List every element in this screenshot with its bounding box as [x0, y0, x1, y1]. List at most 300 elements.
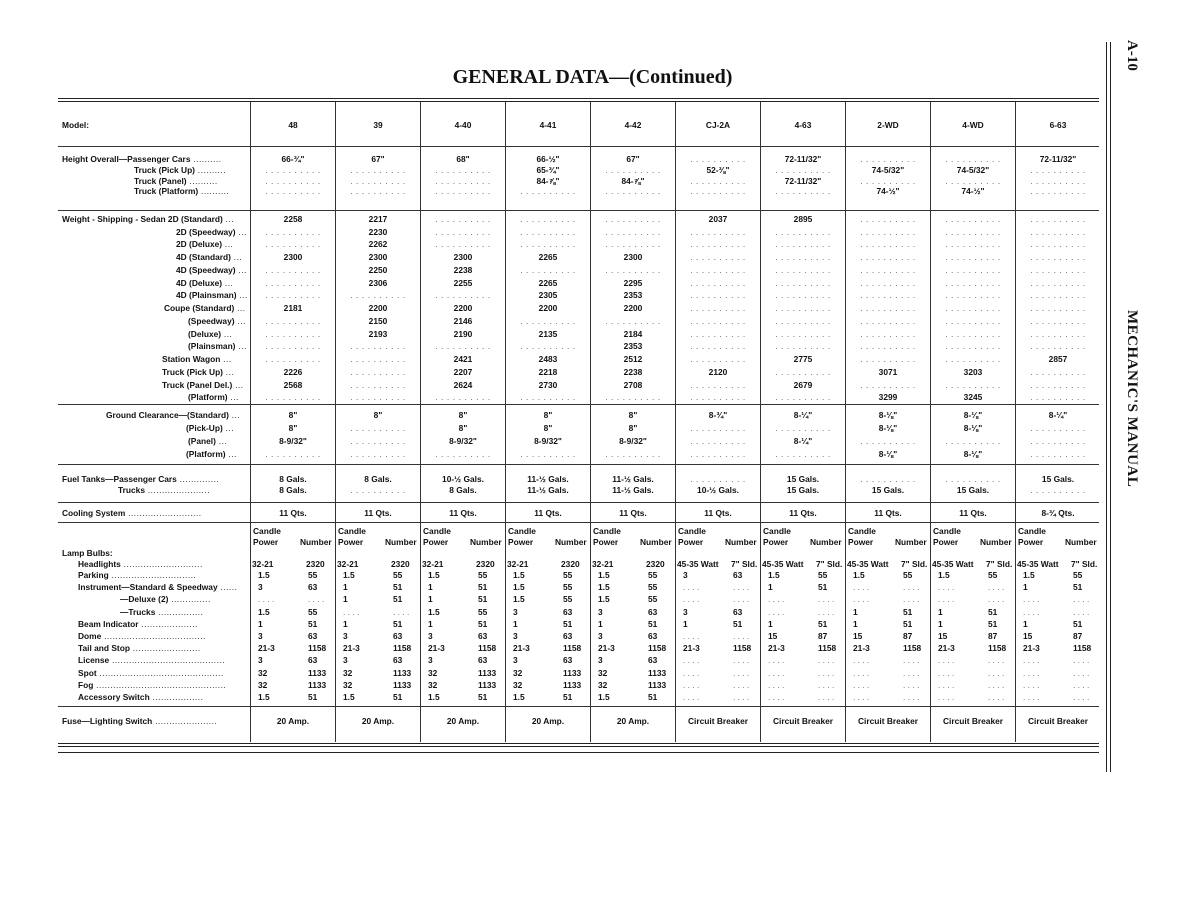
- lamp-number: 55: [648, 582, 658, 593]
- data-cell: 2135: [538, 328, 558, 339]
- row-label-text: Headlights: [78, 559, 121, 569]
- lamp-power: 1.5: [853, 570, 865, 580]
- data-cell: 2262: [368, 239, 388, 250]
- lamp-number: 1158: [1073, 643, 1092, 654]
- row-label: [78, 631, 206, 642]
- lamp-power: 1: [513, 618, 518, 629]
- power-header: Power: [338, 537, 364, 547]
- lamp-number: 63: [393, 631, 403, 642]
- data-cell: Circuit Breaker: [772, 716, 834, 726]
- empty-cell: . . . . . . . . . .: [775, 303, 831, 314]
- lamp-number: 55: [478, 606, 488, 617]
- data-cell: 8-⅛": [963, 448, 983, 459]
- data-cell: 8-¾ Qts.: [1041, 508, 1075, 518]
- number-header: Number: [895, 537, 927, 547]
- row-label-text: Beam Indicator: [78, 618, 139, 629]
- candle-header: Candle: [508, 526, 536, 536]
- lamp-number: 55: [818, 570, 828, 580]
- margin-rule: [1106, 42, 1111, 772]
- lamp-power: 1.5: [513, 594, 525, 605]
- lamp-number: 7" Sld.: [816, 559, 843, 569]
- data-cell: 8": [373, 410, 383, 420]
- empty-cell: . . . . . . . . . .: [775, 252, 831, 263]
- empty-lamp: . . . .: [853, 582, 870, 593]
- leader-dots: ..........: [198, 186, 230, 197]
- lamp-power: 45-35 Watt: [677, 559, 719, 569]
- leader-dots: ...: [222, 366, 235, 377]
- data-cell: 67": [626, 154, 640, 164]
- empty-cell: . . . . . . . . . .: [1030, 303, 1086, 314]
- number-header: Number: [640, 537, 672, 547]
- data-cell: 2512: [623, 354, 643, 365]
- data-cell: 8-⅛": [878, 448, 898, 459]
- empty-lamp: . . . .: [733, 667, 750, 678]
- lamp-power: 1: [258, 618, 263, 629]
- data-cell: 8": [288, 410, 298, 420]
- data-cell: 11-½ Gals.: [612, 485, 654, 495]
- empty-lamp: . . . .: [1023, 667, 1040, 678]
- empty-cell: . . . . . . . . . .: [520, 239, 576, 250]
- empty-cell: . . . . . . . . . .: [435, 226, 491, 237]
- lamp-number: 63: [308, 582, 318, 593]
- lamp-power: 32: [343, 667, 353, 678]
- row-label: [186, 423, 234, 434]
- lamp-number: 7" Sld.: [731, 559, 758, 569]
- empty-lamp: . . . .: [818, 692, 835, 703]
- lamp-number: 87: [988, 631, 998, 642]
- leader-dots: ...: [225, 448, 237, 459]
- data-cell: 8-¼": [793, 435, 813, 446]
- lamp-power: 15: [938, 631, 948, 642]
- empty-cell: . . . . . . . . . .: [690, 175, 746, 186]
- lamp-number: 51: [478, 692, 488, 703]
- empty-cell: . . . . . . . . . .: [1030, 366, 1086, 377]
- row-label-text: Instrument—Standard & Speedway: [78, 582, 218, 593]
- section-divider: [58, 522, 1099, 523]
- empty-cell: . . . . . . . . . .: [860, 303, 916, 314]
- lamp-number: 1133: [393, 679, 412, 690]
- empty-lamp: . . . .: [903, 679, 920, 690]
- empty-lamp: . . . .: [853, 679, 870, 690]
- leader-dots: ...: [230, 252, 243, 263]
- empty-lamp: . . . .: [903, 594, 920, 605]
- empty-cell: . . . . . . . . . .: [775, 366, 831, 377]
- power-header: Power: [1018, 537, 1044, 547]
- data-cell: 2295: [623, 277, 643, 288]
- empty-cell: . . . . . . . . . .: [945, 328, 1001, 339]
- page-number: A-10: [1124, 40, 1140, 71]
- lamp-power: 32: [513, 679, 523, 690]
- lamp-number: 63: [648, 655, 658, 666]
- empty-cell: . . . . . . . . . .: [690, 186, 746, 197]
- data-cell: 8 Gals.: [279, 485, 307, 495]
- lamp-number: 55: [478, 570, 488, 580]
- row-label: [176, 227, 247, 238]
- leader-dots: ...: [222, 422, 235, 433]
- data-cell: Circuit Breaker: [942, 716, 1004, 726]
- data-cell: 2120: [708, 366, 728, 377]
- lamp-power: 3: [513, 631, 518, 642]
- data-cell: 2624: [453, 379, 473, 390]
- number-header: Number: [470, 537, 502, 547]
- empty-cell: . . . . . . . . . .: [945, 252, 1001, 263]
- empty-cell: . . . . . . . . . .: [265, 186, 321, 197]
- lamp-power: 15: [853, 631, 863, 642]
- lamp-number: 51: [818, 618, 828, 629]
- data-cell: 8": [543, 410, 553, 420]
- empty-lamp: . . . .: [818, 594, 835, 605]
- lamp-power: 3: [258, 631, 263, 642]
- row-label: [62, 716, 217, 727]
- leader-dots: ..............................................: [93, 679, 227, 690]
- candle-header: Candle: [933, 526, 961, 536]
- empty-cell: . . . . . . . . . .: [860, 264, 916, 275]
- lamp-number: 51: [478, 618, 488, 629]
- lamp-power: 3: [343, 655, 348, 666]
- data-cell: 2483: [538, 354, 558, 365]
- lamp-power: 45-35 Watt: [762, 559, 804, 569]
- data-cell: 3299: [878, 392, 898, 403]
- power-header: Power: [423, 537, 449, 547]
- row-label: [162, 367, 234, 378]
- leader-dots: ..............: [168, 594, 211, 605]
- leader-dots: ...: [235, 226, 247, 237]
- row-label: [78, 643, 201, 654]
- lamp-power: 1: [853, 618, 858, 629]
- section-divider: [58, 210, 1099, 211]
- data-cell: 2265: [538, 252, 558, 263]
- row-label-text: Fuel Tanks—Passenger Cars: [62, 474, 177, 484]
- lamp-power: 45-35 Watt: [847, 559, 889, 569]
- lamp-power: 3: [428, 631, 433, 642]
- empty-cell: . . . . . . . . . .: [350, 422, 406, 433]
- row-label-text: Coupe (Standard): [164, 303, 235, 314]
- data-cell: 2353: [623, 341, 643, 352]
- lamp-number: 1133: [648, 679, 667, 690]
- empty-cell: . . . . . . . . . .: [775, 392, 831, 403]
- data-cell: 3245: [963, 392, 983, 403]
- empty-cell: . . . . . . . . . .: [605, 186, 661, 197]
- data-cell: 2207: [453, 366, 473, 377]
- empty-cell: . . . . . . . . . .: [520, 226, 576, 237]
- data-cell: 2265: [538, 277, 558, 288]
- lamp-number: 63: [563, 631, 573, 642]
- data-cell: 68": [456, 154, 470, 164]
- data-cell: 8-9/32": [619, 435, 647, 446]
- lamp-number: 55: [308, 606, 318, 617]
- row-label: [78, 619, 198, 630]
- empty-cell: . . . . . . . . . .: [860, 379, 916, 390]
- general-data-table: [58, 102, 1099, 742]
- data-cell: 20 Amp.: [276, 716, 310, 726]
- data-cell: 11-½ Gals.: [527, 485, 569, 495]
- data-cell: 2300: [623, 252, 643, 263]
- data-cell: 8-⅛": [963, 410, 983, 420]
- row-label: [118, 485, 210, 496]
- lamp-power: 21-3: [343, 643, 360, 654]
- data-cell: 15 Gals.: [786, 474, 820, 484]
- data-cell: 8-¾": [708, 410, 728, 420]
- empty-cell: . . . . . . . . . .: [775, 448, 831, 459]
- lamp-power: 1: [428, 594, 433, 605]
- empty-cell: . . . . . . . . . .: [775, 239, 831, 250]
- lamp-power: 1: [768, 618, 773, 629]
- data-cell: 8-9/32": [279, 435, 307, 446]
- lamp-number: 2320: [561, 559, 580, 569]
- empty-cell: . . . . . . . . . .: [860, 341, 916, 352]
- lamp-power: 1.5: [513, 570, 525, 580]
- empty-cell: . . . . . . . . . .: [1030, 315, 1086, 326]
- empty-cell: . . . . . . . . . .: [690, 303, 746, 314]
- empty-lamp: . . . .: [853, 655, 870, 666]
- lamp-number: 51: [903, 606, 913, 617]
- empty-cell: . . . . . . . . . .: [605, 164, 661, 175]
- data-cell: 2226: [283, 366, 303, 377]
- lamp-power: 21-3: [1023, 643, 1040, 654]
- lamp-power: 1: [768, 582, 773, 593]
- data-cell: 20 Amp.: [446, 716, 480, 726]
- row-label: [176, 265, 247, 276]
- empty-cell: . . . . . . . . . .: [265, 175, 321, 186]
- empty-cell: . . . . . . . . . .: [945, 379, 1001, 390]
- data-cell: 2895: [793, 214, 813, 224]
- empty-lamp: . . . .: [768, 655, 785, 666]
- model-header: 4-41: [539, 120, 557, 130]
- lamp-power: 32-21: [337, 559, 359, 569]
- data-cell: 2200: [538, 303, 558, 314]
- empty-cell: . . . . . . . . . .: [1030, 392, 1086, 403]
- lamp-power: 1.5: [428, 606, 440, 617]
- empty-cell: . . . . . . . . . .: [945, 435, 1001, 446]
- data-cell: 2037: [708, 214, 728, 224]
- lamp-power: 3: [343, 631, 348, 642]
- empty-cell: . . . . . . . . . .: [520, 315, 576, 326]
- empty-cell: . . . . . . . . . .: [690, 252, 746, 263]
- empty-cell: . . . . . . . . . .: [860, 226, 916, 237]
- model-header: 4-63: [794, 120, 812, 130]
- empty-cell: . . . . . . . . . .: [265, 277, 321, 288]
- leader-dots: ...: [235, 341, 247, 352]
- leader-dots: ...: [236, 290, 248, 301]
- lamp-power: 21-3: [258, 643, 275, 654]
- lamp-number: 51: [393, 582, 403, 593]
- lamp-number: 1158: [988, 643, 1007, 654]
- candle-header: Candle: [253, 526, 281, 536]
- data-cell: 2679: [793, 379, 813, 390]
- empty-cell: . . . . . . . . . .: [435, 239, 491, 250]
- leader-dots: ......................: [152, 716, 218, 726]
- data-cell: 84-⅞": [621, 175, 645, 186]
- lamp-number: 55: [903, 570, 913, 580]
- row-label-text: Truck (Pick Up): [162, 366, 223, 377]
- lamp-number: 51: [818, 582, 828, 593]
- empty-cell: . . . . . . . . . .: [945, 214, 1001, 224]
- row-label: [176, 252, 242, 263]
- lamp-number: 51: [1073, 582, 1083, 593]
- data-cell: 15 Gals.: [786, 485, 820, 495]
- data-cell: 2353: [623, 290, 643, 301]
- data-cell: 67": [371, 154, 385, 164]
- manual-name: MECHANIC'S MANUAL: [1124, 310, 1140, 488]
- lamp-number: 63: [733, 570, 743, 580]
- row-label: [62, 154, 222, 165]
- number-header: Number: [725, 537, 757, 547]
- section-divider: [58, 464, 1099, 465]
- row-label: [78, 582, 237, 593]
- row-label-text: License: [78, 655, 110, 666]
- data-cell: 20 Amp.: [616, 716, 650, 726]
- lamp-number: 1158: [818, 643, 837, 654]
- row-label: [164, 303, 246, 314]
- empty-lamp: . . . .: [988, 594, 1005, 605]
- leader-dots: ...: [234, 315, 246, 326]
- row-label-text: 2D (Deluxe): [176, 239, 223, 250]
- lamp-number: 55: [393, 570, 403, 580]
- leader-dots: ...: [222, 239, 234, 250]
- row-label: [120, 607, 203, 618]
- empty-lamp: . . . .: [1023, 606, 1040, 617]
- lamp-power: 32: [598, 679, 608, 690]
- row-label: [188, 316, 246, 327]
- row-label: [176, 278, 233, 289]
- lamp-power: 1.5: [1023, 570, 1035, 580]
- row-label-text: —Deluxe (2): [120, 594, 169, 605]
- empty-lamp: . . . .: [733, 631, 750, 642]
- data-cell: 2568: [283, 379, 303, 390]
- row-label-text: 4D (Plainsman): [176, 290, 237, 301]
- lamp-power: 1.5: [598, 570, 610, 580]
- row-label-text: (Panel): [188, 435, 216, 446]
- empty-cell: . . . . . . . . . .: [775, 328, 831, 339]
- empty-cell: . . . . . . . . . .: [350, 164, 406, 175]
- lamp-power: 3: [598, 606, 603, 617]
- data-cell: 2200: [453, 303, 473, 314]
- row-label-text: Lamp Bulbs:: [62, 548, 113, 558]
- data-cell: Circuit Breaker: [1027, 716, 1089, 726]
- empty-cell: . . . . . . . . . .: [1030, 422, 1086, 433]
- data-cell: 15 Gals.: [956, 485, 990, 495]
- data-cell: 2258: [283, 214, 303, 224]
- leader-dots: ................: [155, 606, 204, 617]
- empty-lamp: . . . .: [768, 606, 785, 617]
- lamp-number: 63: [648, 631, 658, 642]
- lamp-power: 1.5: [258, 570, 270, 580]
- lamp-number: 55: [1073, 570, 1083, 580]
- lamp-number: 55: [563, 594, 573, 605]
- empty-cell: . . . . . . . . . .: [435, 175, 491, 186]
- lamp-number: 63: [308, 631, 318, 642]
- lamp-number: 1158: [563, 643, 582, 654]
- row-label-text: Fog: [78, 679, 94, 690]
- lamp-number: 1158: [903, 643, 922, 654]
- data-cell: 65-¾": [536, 164, 560, 175]
- data-cell: 8-⅛": [963, 422, 983, 433]
- bottom-rule: [58, 743, 1099, 747]
- empty-lamp: . . . .: [683, 631, 700, 642]
- data-cell: 72-11/32": [784, 154, 822, 164]
- data-cell: 15 Gals.: [871, 485, 905, 495]
- lamp-power: 1: [853, 606, 858, 617]
- lamp-number: 51: [393, 594, 403, 605]
- leader-dots: ...: [221, 328, 233, 339]
- data-cell: 8": [543, 422, 553, 433]
- data-cell: 11-½ Gals.: [612, 474, 654, 484]
- model-header: 48: [288, 120, 298, 130]
- empty-cell: . . . . . . . . . .: [605, 264, 661, 275]
- empty-lamp: . . . .: [1073, 594, 1090, 605]
- empty-cell: . . . . . . . . . .: [775, 186, 831, 197]
- lamp-power: 3: [428, 655, 433, 666]
- data-cell: 2184: [623, 328, 643, 339]
- leader-dots: ..........: [194, 164, 227, 175]
- empty-cell: . . . . . . . . . .: [265, 354, 321, 365]
- leader-dots: ...: [222, 277, 234, 288]
- model-header: 39: [373, 120, 383, 130]
- empty-lamp: . . . .: [308, 594, 325, 605]
- data-cell: 2300: [453, 252, 473, 263]
- candle-header: Candle: [763, 526, 791, 536]
- lamp-number: 63: [733, 606, 743, 617]
- lamp-power: 21-3: [768, 643, 785, 654]
- empty-lamp: . . . .: [393, 606, 410, 617]
- empty-lamp: . . . .: [938, 679, 955, 690]
- empty-cell: . . . . . . . . . .: [605, 315, 661, 326]
- empty-cell: . . . . . . . . . .: [775, 226, 831, 237]
- data-cell: 10-½ Gals.: [442, 474, 484, 484]
- power-header: Power: [508, 537, 534, 547]
- empty-cell: . . . . . . . . . .: [945, 354, 1001, 365]
- lamp-power: 3: [513, 655, 518, 666]
- empty-cell: . . . . . . . . . .: [350, 175, 406, 186]
- data-cell: 2250: [368, 264, 388, 275]
- leader-dots: ...: [235, 264, 247, 275]
- empty-lamp: . . . .: [1073, 606, 1090, 617]
- row-label-text: (Speedway): [188, 315, 235, 326]
- empty-lamp: . . . .: [938, 594, 955, 605]
- data-cell: 2730: [538, 379, 558, 390]
- empty-cell: . . . . . . . . . .: [775, 164, 831, 175]
- empty-cell: . . . . . . . . . .: [1030, 277, 1086, 288]
- row-label-text: Accessory Switch: [78, 692, 150, 703]
- row-label-text: Trucks: [118, 485, 146, 495]
- row-label-text: (Deluxe): [188, 328, 222, 339]
- data-cell: 8-9/32": [534, 435, 562, 446]
- candle-header: Candle: [593, 526, 621, 536]
- row-label: [78, 559, 203, 570]
- empty-cell: . . . . . . . . . .: [350, 290, 406, 301]
- empty-lamp: . . . .: [1023, 679, 1040, 690]
- page-title: GENERAL DATA—(Continued): [452, 66, 733, 88]
- empty-lamp: . . . .: [938, 655, 955, 666]
- lamp-number: 87: [818, 631, 828, 642]
- empty-cell: . . . . . . . . . .: [860, 354, 916, 365]
- data-cell: 2190: [453, 328, 473, 339]
- empty-cell: . . . . . . . . . .: [265, 264, 321, 275]
- row-label-text: 4D (Standard): [176, 252, 231, 263]
- empty-cell: . . . . . . . . . .: [350, 448, 406, 459]
- empty-cell: . . . . . . . . . .: [690, 226, 746, 237]
- leader-dots: ..................: [149, 692, 204, 703]
- lamp-number: 2320: [646, 559, 665, 569]
- lamp-number: 63: [648, 606, 658, 617]
- data-cell: 52-⅜": [706, 164, 730, 175]
- lamp-number: 2320: [476, 559, 495, 569]
- empty-cell: . . . . . . . . . .: [265, 290, 321, 301]
- lamp-power: 32: [428, 667, 438, 678]
- empty-cell: . . . . . . . . . .: [435, 164, 491, 175]
- number-header: Number: [980, 537, 1012, 547]
- empty-cell: . . . . . . . . . .: [435, 448, 491, 459]
